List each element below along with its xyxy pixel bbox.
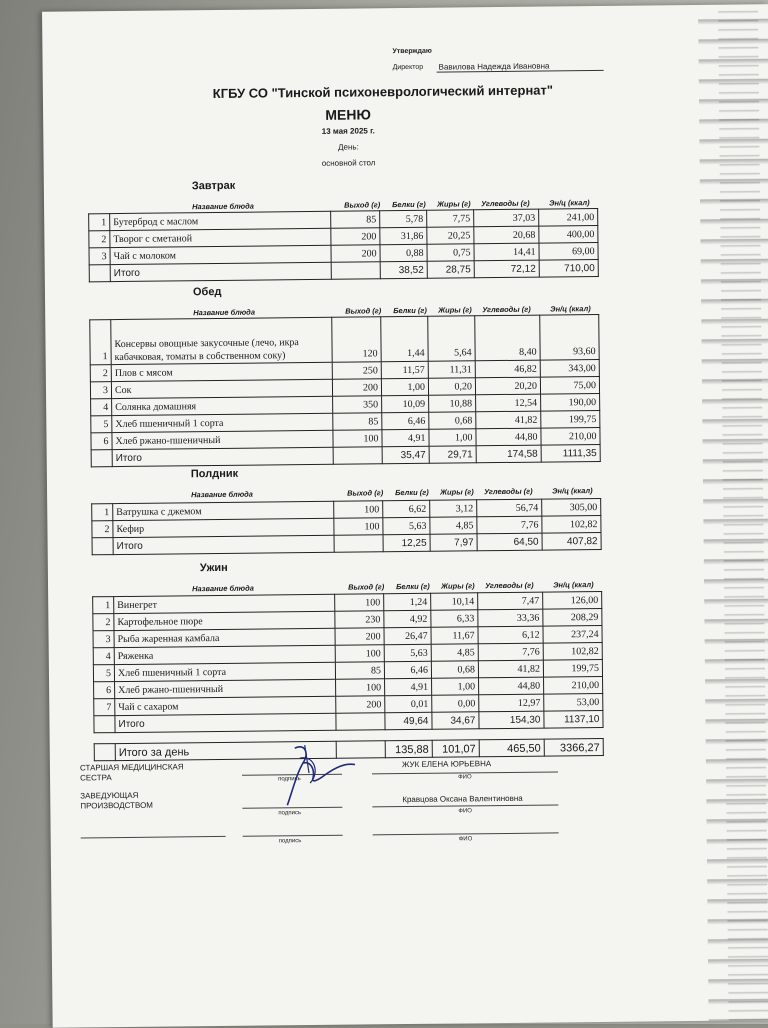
- total-energy: 1111,35: [541, 444, 600, 462]
- row-number: 2: [92, 521, 113, 538]
- dish-energy: 210,00: [541, 427, 600, 445]
- dish-carbs: 20,20: [475, 377, 540, 395]
- col-header-fat: Жиры (г): [441, 581, 475, 591]
- col-header-output: Выход (г): [344, 200, 381, 210]
- nurse-fio-label: ФИО: [458, 774, 472, 781]
- dish-protein: 4,91: [382, 429, 429, 446]
- dish-protein: 31,86: [380, 227, 427, 244]
- dish-output: 230: [335, 611, 384, 629]
- col-header-name: Название блюда: [193, 307, 256, 318]
- dish-carbs: 33,36: [478, 609, 543, 627]
- dish-carbs: 37,03: [474, 209, 539, 227]
- col-header-output: Выход (г): [347, 488, 384, 498]
- dish-energy: 75,00: [540, 376, 599, 394]
- dish-name: Солянка домашняя: [112, 396, 333, 415]
- dish-carbs: 12,54: [476, 394, 541, 412]
- col-header-energy: Эн/ц (ккал): [550, 304, 591, 314]
- row-number: 3: [93, 631, 114, 648]
- dish-output: 120: [332, 317, 381, 363]
- dish-output: 200: [336, 696, 385, 714]
- dish-protein: 5,78: [380, 210, 427, 227]
- col-header-carbs: Углеводы (г): [485, 580, 534, 591]
- total-fat: 34,67: [432, 712, 479, 729]
- dish-output: 100: [336, 679, 385, 697]
- dish-output: 100: [335, 645, 384, 663]
- dish-name: Сок: [111, 379, 332, 398]
- lunch-table: [89, 314, 601, 467]
- menu-date: 13 мая 2025 г.: [321, 126, 375, 136]
- total-carbs: 64,50: [477, 533, 542, 551]
- row-number: 5: [91, 416, 112, 433]
- col-header-protein: Белки (г): [395, 487, 429, 498]
- dish-fat: 0,00: [432, 695, 479, 712]
- dish-output: 100: [334, 501, 383, 519]
- dish-fat: 4,85: [431, 644, 478, 661]
- dish-output: 350: [333, 396, 382, 414]
- dish-energy: 237,24: [543, 625, 602, 643]
- day-total-fat: 101,07: [432, 740, 479, 757]
- row-number: 2: [89, 231, 110, 248]
- dish-output: 85: [331, 211, 380, 229]
- extra-fio-label: ФИО: [458, 836, 473, 843]
- dish-carbs: 6,12: [478, 626, 543, 644]
- row-number: 6: [94, 682, 115, 699]
- director-name: Вавилова Надежда Ивановна: [437, 61, 604, 73]
- total-label: Итого: [115, 713, 336, 732]
- head-fio-label: ФИО: [458, 808, 472, 815]
- empty-cell: [336, 713, 385, 731]
- total-label: Итого: [110, 262, 331, 281]
- row-number: 4: [91, 399, 112, 416]
- empty-cell: [94, 716, 115, 733]
- day-total-carbs: 465,50: [479, 739, 544, 757]
- table-row: [90, 314, 599, 364]
- dish-fat: 0,75: [427, 244, 474, 261]
- total-fat: 29,71: [429, 446, 476, 463]
- nurse-sign-label: подпись: [278, 776, 301, 783]
- dish-fat: 4,85: [430, 517, 477, 534]
- dish-protein: 0,88: [380, 244, 427, 261]
- dish-protein: 6,46: [382, 412, 429, 429]
- col-header-name: Название блюда: [192, 201, 254, 212]
- col-header-carbs: Углеводы (г): [482, 304, 531, 315]
- dish-output: 100: [335, 594, 384, 612]
- empty-cell: [94, 744, 115, 761]
- col-header-protein: Белки (г): [396, 581, 430, 592]
- dish-fat: 11,67: [431, 627, 478, 644]
- row-number: 1: [89, 214, 110, 231]
- total-label: Итого: [112, 447, 333, 466]
- dish-energy: 93,60: [540, 314, 599, 360]
- dish-carbs: 44,80: [479, 677, 544, 695]
- dish-output: 200: [331, 228, 380, 246]
- dish-name: Чай с молоком: [110, 245, 331, 264]
- col-header-carbs: Углеводы (г): [484, 486, 533, 497]
- dish-protein: 6,46: [384, 661, 431, 678]
- dish-fat: 0,68: [429, 412, 476, 429]
- row-number: 2: [90, 365, 111, 382]
- dish-output: 100: [334, 518, 383, 536]
- day-label: День:: [338, 142, 359, 152]
- dish-name: Бутерброд с маслом: [110, 211, 331, 230]
- dinner-table: [92, 591, 603, 733]
- extra-sign-label: подпись: [278, 838, 302, 845]
- dish-fat: 7,75: [427, 210, 474, 227]
- dish-fat: 10,88: [429, 395, 476, 412]
- handwritten-signature: [275, 732, 366, 813]
- page-title: МЕНЮ: [325, 106, 371, 123]
- dish-energy: 210,00: [544, 676, 603, 694]
- extra-role-line: [81, 836, 226, 839]
- dish-carbs: 41,82: [476, 411, 541, 429]
- organization-title: КГБУ СО "Тинской психоневрологический интернат": [212, 82, 554, 102]
- dish-protein: 4,92: [384, 610, 431, 627]
- row-number: 1: [92, 504, 113, 521]
- total-energy: 407,82: [542, 532, 601, 550]
- total-protein: 49,64: [385, 712, 432, 729]
- dish-output: 200: [332, 379, 381, 397]
- section-title-dinner: Ужин: [199, 561, 228, 575]
- extra-sign-line: [243, 835, 343, 837]
- section-title-lunch: Обед: [192, 285, 222, 299]
- dish-protein: 5,63: [384, 644, 431, 661]
- dish-protein: 26,47: [384, 627, 431, 644]
- row-number: 3: [89, 248, 110, 265]
- dish-protein: 4,91: [385, 678, 432, 695]
- dish-name: Плов с мясом: [111, 362, 332, 381]
- empty-cell: [89, 265, 110, 282]
- dish-energy: 69,00: [539, 242, 598, 260]
- total-protein: 38,52: [380, 261, 427, 278]
- dish-fat: 5,64: [428, 316, 475, 361]
- dish-energy: 305,00: [542, 498, 601, 516]
- nurse-role-2: СЕСТРА: [79, 773, 112, 783]
- total-fat: 28,75: [427, 261, 474, 278]
- dish-carbs: 12,97: [479, 694, 544, 712]
- dish-name: Творог с сметаной: [110, 228, 331, 247]
- dish-fat: 20,25: [427, 227, 474, 244]
- dish-name: Кефир: [113, 518, 334, 537]
- dish-fat: 1,00: [432, 678, 479, 695]
- breakfast-table: [88, 208, 599, 282]
- dish-output: 100: [333, 430, 382, 448]
- total-energy: 710,00: [539, 259, 598, 277]
- dish-protein: 1,00: [381, 378, 428, 395]
- dish-carbs: 41,82: [478, 660, 543, 678]
- director-label: Директор: [392, 63, 424, 72]
- col-header-name: Название блюда: [191, 489, 253, 500]
- col-header-output: Выход (г): [348, 582, 385, 592]
- extra-fio-line: [373, 832, 559, 835]
- dish-name: Консервы овощные закусочные (лечо, икра кабачковая, томаты в собственном соку): [111, 317, 332, 364]
- head-role-2: ПРОИЗВОДСТВОМ: [80, 800, 153, 811]
- col-header-protein: Белки (г): [393, 305, 427, 316]
- col-header-energy: Эн/ц (ккал): [549, 198, 590, 208]
- row-number: 3: [90, 382, 111, 399]
- row-number: 6: [91, 433, 112, 450]
- dish-fat: 0,20: [428, 378, 475, 395]
- col-header-name: Название блюда: [192, 583, 254, 594]
- col-header-energy: Эн/ц (ккал): [553, 580, 594, 590]
- col-header-protein: Белки (г): [392, 199, 426, 210]
- empty-cell: [92, 538, 113, 555]
- dish-energy: 126,00: [543, 591, 602, 609]
- dish-output: 200: [331, 245, 380, 263]
- dish-name: Ряженка: [114, 645, 335, 664]
- dish-protein: 10,09: [382, 395, 429, 412]
- dish-protein: 5,63: [383, 517, 430, 534]
- col-header-fat: Жиры (г): [440, 487, 474, 497]
- row-number: 1: [93, 597, 114, 614]
- dish-energy: 199,75: [541, 410, 600, 428]
- dish-name: Рыба жаренная камбала: [114, 628, 335, 647]
- dish-carbs: 20,68: [474, 226, 539, 244]
- empty-cell: [333, 447, 382, 465]
- dish-output: 200: [335, 628, 384, 646]
- dish-fat: 6,33: [431, 610, 478, 627]
- dish-output: 85: [333, 413, 382, 431]
- dish-carbs: 14,41: [474, 243, 539, 261]
- section-title-snack: Полдник: [190, 467, 239, 481]
- dish-name: Хлеб пшеничный 1 сорта: [112, 413, 333, 432]
- dish-carbs: 56,74: [477, 499, 542, 517]
- dish-name: Ватрушка с джемом: [113, 501, 334, 520]
- dish-energy: 190,00: [541, 393, 600, 411]
- row-number: 4: [93, 648, 114, 665]
- dish-fat: 11,31: [428, 361, 475, 378]
- dish-energy: 53,00: [544, 693, 603, 711]
- dish-protein: 1,44: [381, 316, 428, 361]
- approve-label: Утверждаю: [392, 47, 432, 56]
- dish-energy: 208,29: [543, 608, 602, 626]
- total-carbs: 154,30: [479, 711, 544, 729]
- head-role-1: ЗАВЕДУЮЩАЯ: [80, 790, 139, 801]
- head-fio-line: [372, 804, 558, 807]
- row-number: 5: [93, 665, 114, 682]
- dish-name: Винегрет: [114, 594, 335, 613]
- total-carbs: 174,58: [476, 445, 541, 463]
- day-total-energy: 3366,27: [544, 738, 603, 756]
- dish-name: Чай с сахаром: [115, 696, 336, 715]
- total-label: Итого: [113, 535, 334, 554]
- dish-name: Картофельное пюре: [114, 611, 335, 630]
- total-protein: 12,25: [383, 534, 430, 551]
- dish-protein: 11,57: [381, 361, 428, 378]
- dish-energy: 343,00: [540, 359, 599, 377]
- section-title-breakfast: Завтрак: [191, 179, 236, 193]
- dish-fat: 1,00: [429, 429, 476, 446]
- empty-cell: [334, 535, 383, 553]
- col-header-fat: Жиры (г): [437, 199, 471, 209]
- snack-table: [91, 498, 602, 555]
- dish-output: 85: [335, 662, 384, 680]
- head-sign-label: подпись: [278, 810, 302, 817]
- dish-name: Хлеб пшеничный 1 сорта: [114, 662, 335, 681]
- col-header-energy: Эн/ц (ккал): [552, 486, 593, 496]
- dish-energy: 102,82: [543, 642, 602, 660]
- dish-carbs: 46,82: [475, 360, 540, 378]
- dish-energy: 400,00: [539, 225, 598, 243]
- dish-carbs: 8,40: [475, 315, 540, 361]
- empty-cell: [331, 262, 380, 280]
- dish-energy: 102,82: [542, 515, 601, 533]
- nurse-name: ЖУК ЕЛЕНА ЮРЬЕВНА: [401, 759, 492, 770]
- col-header-carbs: Углеводы (г): [481, 198, 530, 209]
- dish-output: 250: [332, 362, 381, 380]
- dish-name: Хлеб ржано-пшеничный: [115, 679, 336, 698]
- table-type: основной стол: [321, 158, 376, 168]
- col-header-fat: Жиры (г): [438, 305, 472, 315]
- total-energy: 1137,10: [544, 710, 603, 728]
- head-name: Кравцова Оксана Валентиновна: [402, 793, 523, 805]
- dish-carbs: 44,80: [476, 428, 541, 446]
- dish-fat: 0,68: [431, 661, 478, 678]
- row-number: 2: [93, 614, 114, 631]
- dish-protein: 6,62: [383, 500, 430, 517]
- total-protein: 35,47: [382, 446, 429, 463]
- dish-carbs: 7,76: [477, 516, 542, 534]
- dish-name: Хлеб ржано-пшеничный: [112, 430, 333, 449]
- row-number: 1: [90, 320, 111, 365]
- row-number: 7: [94, 699, 115, 716]
- day-total-protein: 135,88: [385, 740, 432, 757]
- dish-carbs: 7,47: [478, 592, 543, 610]
- dish-carbs: 7,76: [478, 643, 543, 661]
- total-fat: 7,97: [430, 534, 477, 551]
- dish-fat: 3,12: [430, 500, 477, 517]
- total-carbs: 72,12: [474, 260, 539, 278]
- menu-document: [42, 4, 768, 1028]
- col-header-output: Выход (г): [345, 306, 382, 316]
- dish-protein: 0,01: [385, 695, 432, 712]
- dish-protein: 1,24: [384, 593, 431, 610]
- dish-fat: 10,14: [431, 593, 478, 610]
- dish-energy: 241,00: [539, 208, 598, 226]
- nurse-role-1: СТАРШАЯ МЕДИЦИНСКАЯ: [79, 762, 184, 773]
- dish-energy: 199,75: [543, 659, 602, 677]
- empty-cell: [91, 450, 112, 467]
- day-total-label: Итого за день: [115, 741, 336, 760]
